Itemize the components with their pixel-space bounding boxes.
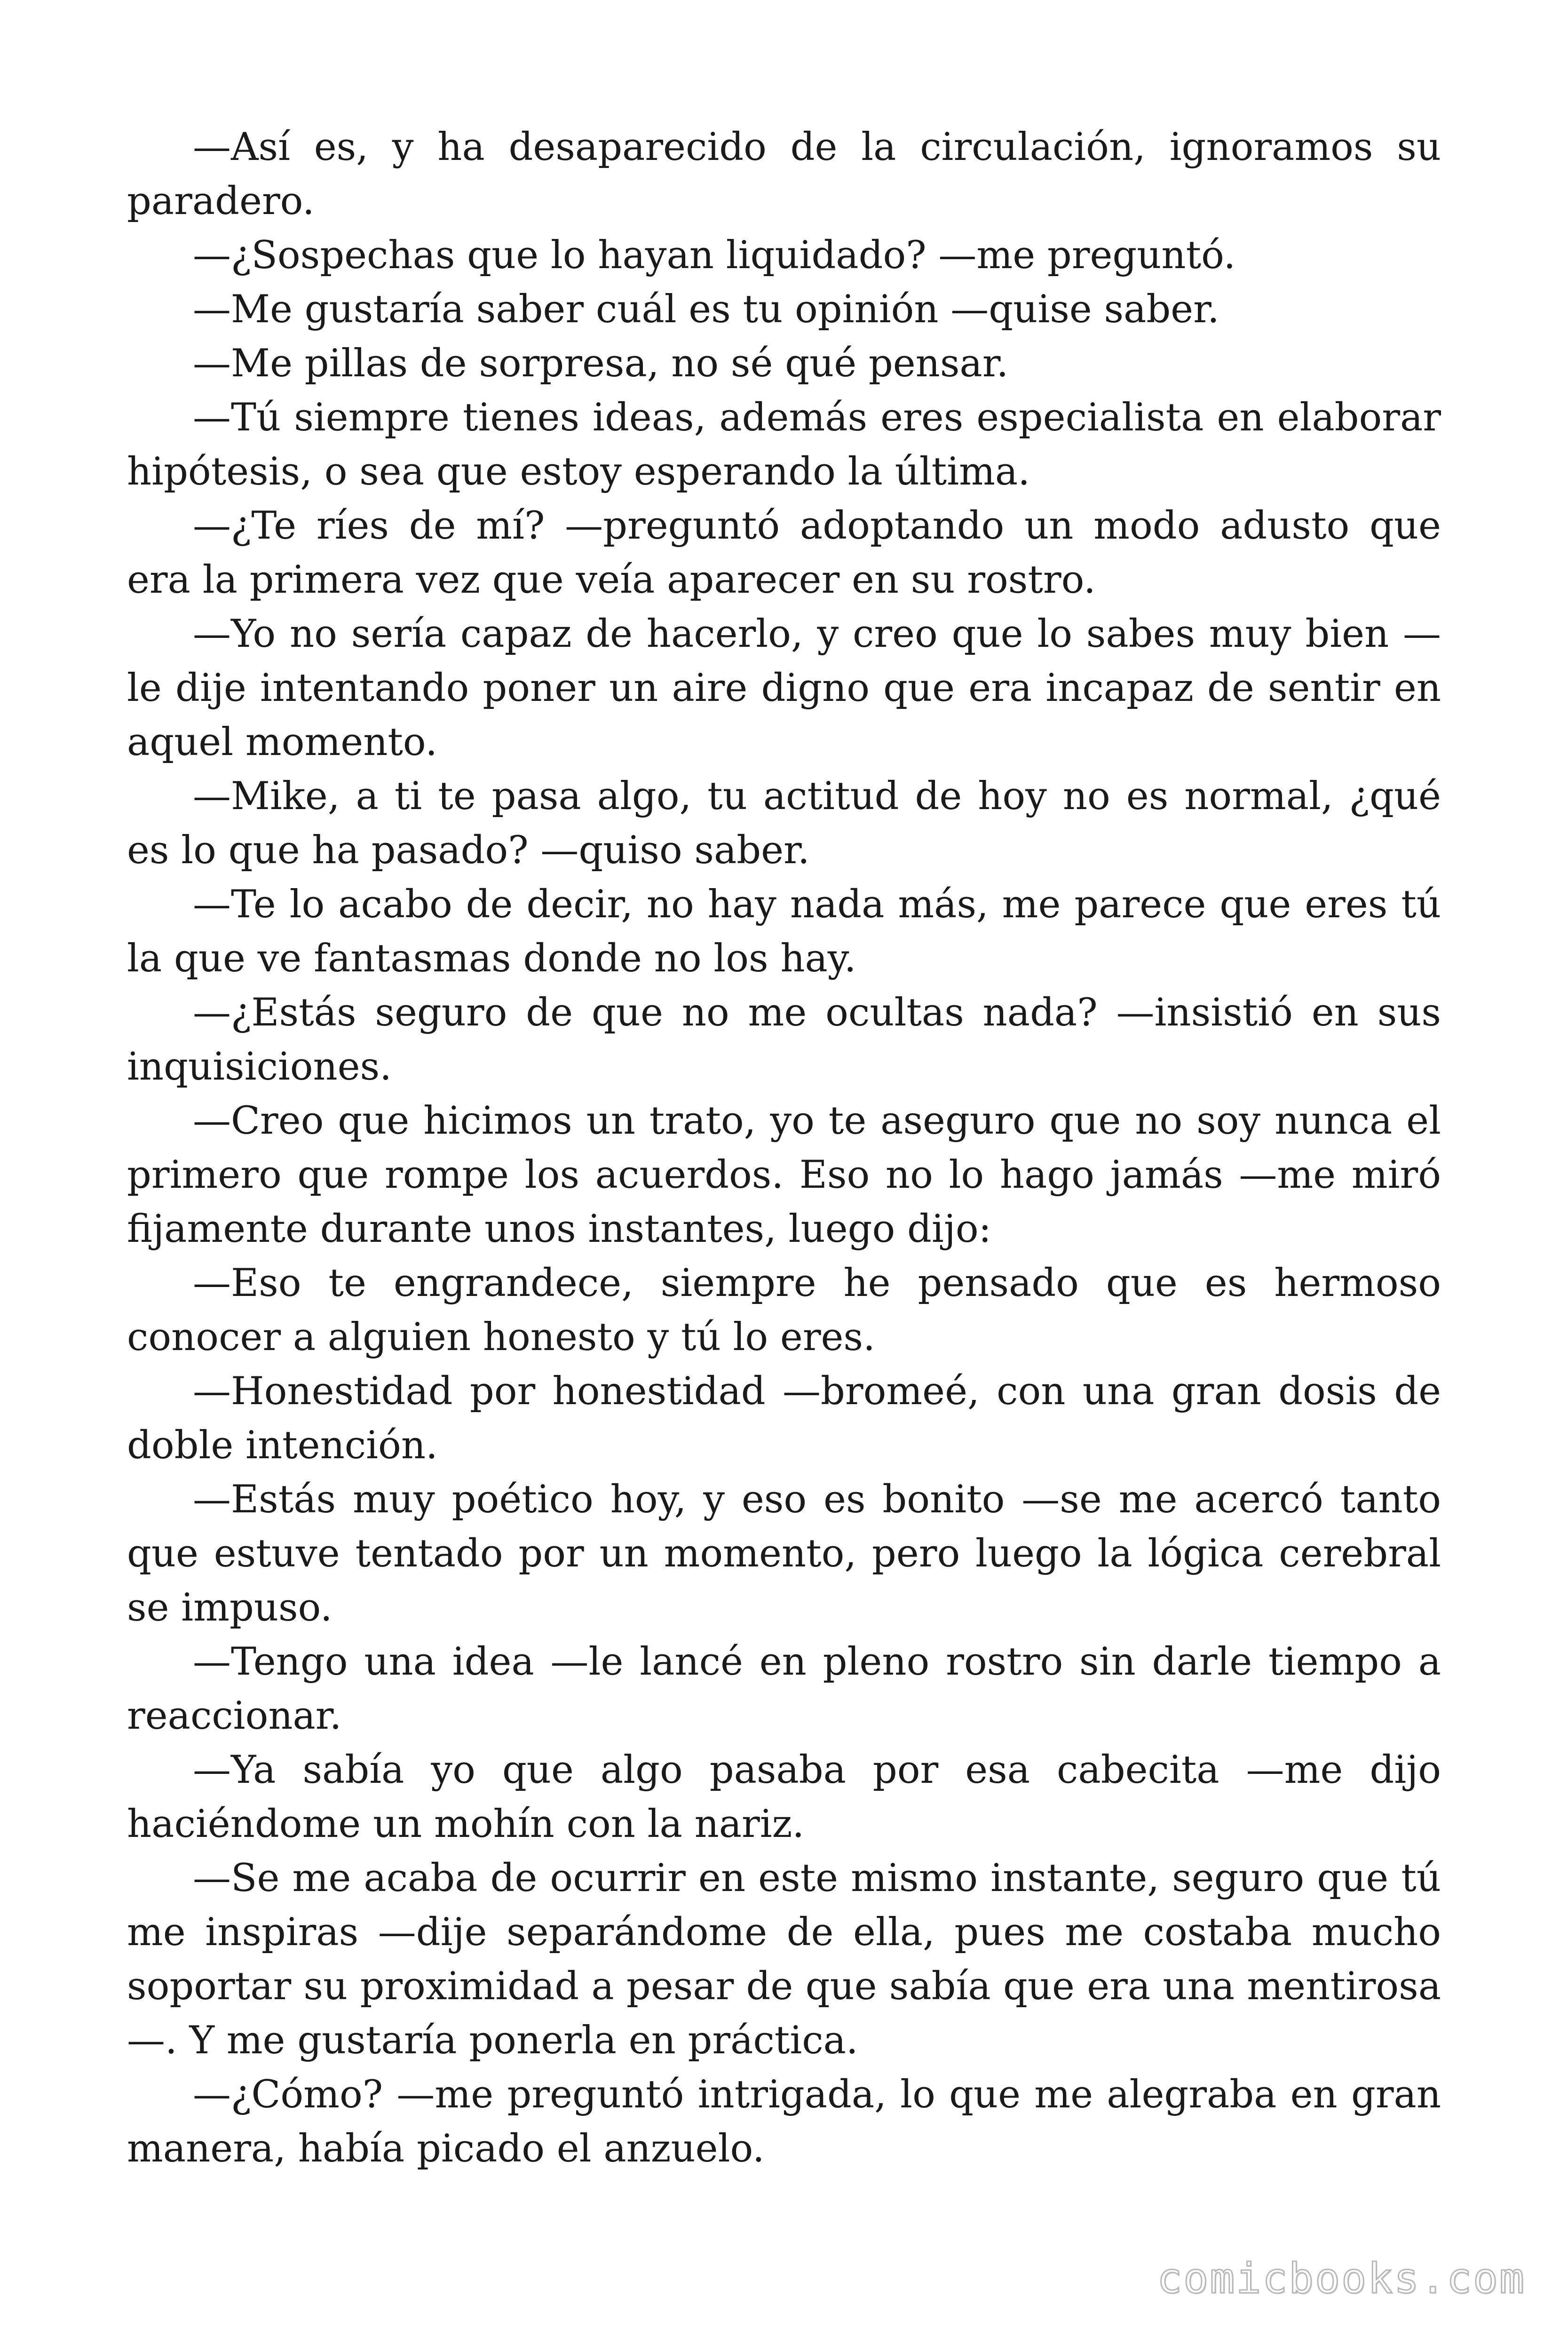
- paragraph: —Honestidad por honestidad —bromeé, con una gran dosis de doble intención.: [127, 1369, 1441, 1468]
- watermark: comicbooks.com: [1157, 2254, 1526, 2303]
- paragraph: —Yo no sería capaz de hacerlo, y creo que lo sabes muy bien — le dije intentando poner un aire digno que era incapaz de sentir en aquel momento.: [127, 612, 1441, 764]
- paragraph: —¿Estás seguro de que no me ocultas nada? —insistió en sus inquisiciones.: [127, 991, 1441, 1089]
- paragraph: —Me pillas de sorpresa, no sé qué pensar.: [193, 342, 1009, 386]
- paragraph: —Creo que hicimos un trato, yo te aseguro que no soy nunca el primero que rompe los acuerdos. Eso no lo hago jamás —me miró fijamente durante unos instantes, luego dijo:: [127, 1099, 1441, 1251]
- paragraph: —Se me acaba de ocurrir en este mismo instante, seguro que tú me inspiras —dije separándome de ella, pues me costaba mucho soportar su proximidad a pesar de que sabía que era una mentirosa —. Y me gustaría ponerla en práctica.: [127, 1856, 1441, 2063]
- paragraph: —Tú siempre tienes ideas, además eres especialista en elaborar hipótesis, o sea que estoy esperando la última.: [127, 396, 1441, 494]
- paragraph: —Tengo una idea —le lancé en pleno rostro sin darle tiempo a reaccionar.: [127, 1640, 1441, 1738]
- paragraph: —¿Cómo? —me preguntó intrigada, lo que me alegraba en gran manera, había picado el anzuelo.: [127, 2073, 1441, 2171]
- book-page-text: [127, 120, 1441, 2176]
- paragraph: —Estás muy poético hoy, y eso es bonito —se me acercó tanto que estuve tentado por un momento, pero luego la lógica cerebral se impuso.: [127, 1478, 1441, 1630]
- paragraph: —Eso te engrandece, siempre he pensado que es hermoso conocer a alguien honesto y tú lo eres.: [127, 1261, 1441, 1359]
- paragraph: —Te lo acabo de decir, no hay nada más, me parece que eres tú la que ve fantasmas donde no los hay.: [127, 882, 1441, 981]
- paragraph: —Me gustaría saber cuál es tu opinión —quise saber.: [193, 287, 1220, 332]
- paragraph: —¿Te ríes de mí? —preguntó adoptando un modo adusto que era la primera vez que veía aparecer en su rostro.: [127, 504, 1441, 602]
- paragraph: —Así es, y ha desaparecido de la circulación, ignoramos su paradero.: [127, 125, 1441, 223]
- paragraph: —Ya sabía yo que algo pasaba por esa cabecita —me dijo haciéndome un mohín con la nariz.: [127, 1748, 1441, 1846]
- paragraph: —¿Sospechas que lo hayan liquidado? —me preguntó.: [193, 233, 1236, 278]
- paragraph: —Mike, a ti te pasa algo, tu actitud de hoy no es normal, ¿qué es lo que ha pasado? —quiso saber.: [127, 774, 1441, 873]
